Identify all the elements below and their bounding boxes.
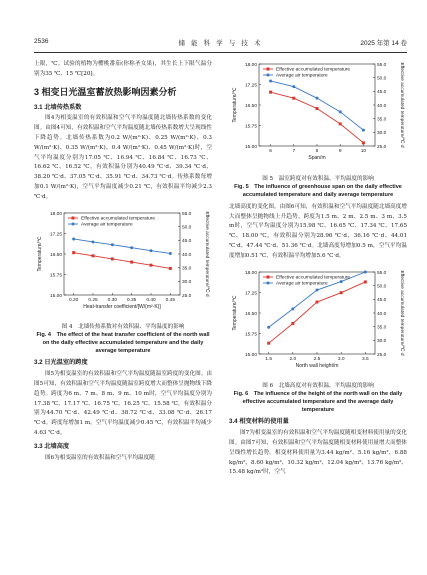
legend-label: Average air temperature bbox=[276, 281, 328, 287]
data-point bbox=[362, 141, 365, 144]
x-tick-label: 10 bbox=[360, 149, 367, 154]
data-point bbox=[292, 85, 295, 88]
series-line bbox=[74, 239, 171, 253]
x-axis-label: North wall height/m bbox=[295, 362, 339, 369]
data-point bbox=[339, 122, 342, 125]
x-tick-label: 0.20 bbox=[68, 297, 79, 303]
y-tick-label: 17.25 bbox=[244, 83, 257, 89]
figure-5 bbox=[229, 58, 407, 199]
legend-label: Effective accumulated temperature bbox=[81, 216, 156, 222]
data-point bbox=[169, 266, 172, 269]
journal-title: 储 能 科 学 与 技 术 bbox=[178, 39, 263, 47]
issue-label: 2025 年第 14 卷 bbox=[360, 40, 407, 47]
paragraph-3-2: 图5为相变温室的有效积温和空气平均温度随温室跨度的变化图。由图5可知，有效积温和空气平均温度随温室跨度增大而整体呈抛物线下降趋势。跨度为6 m、7 m、8 m、9 m、10 m时，空气平均温度分别为17.38 ℃、17.17 ℃、16.75 ℃、16.25 ℃、15.58 ℃，有效积温分别为44.70 ℃·d、42.49 ℃·d、38.72 ℃·d、33.08 ℃·d、26.17 ℃·d。跨度每增加1 m，空气平均温度减少0.45 ℃，有效积温平均减少4.63 ℃·d。 bbox=[34, 371, 212, 436]
series-line bbox=[271, 81, 364, 130]
x-axis-label: Span/m bbox=[308, 155, 326, 161]
data-point bbox=[111, 257, 114, 260]
data-point bbox=[130, 260, 133, 263]
subsection-3-3-title: 3.3 北墙高度 bbox=[34, 442, 70, 450]
subsection-3-1-title: 3.1 北墙传热系数 bbox=[34, 103, 82, 111]
section-title: 3 相变日光温室蓄放热影响因素分析 bbox=[34, 86, 177, 97]
y2-tick-label: 40.0 bbox=[377, 103, 387, 109]
left-column bbox=[34, 60, 212, 463]
data-point bbox=[316, 288, 319, 291]
y2-tick-label: 55.0 bbox=[377, 62, 387, 68]
y2-tick-label: 40.0 bbox=[182, 252, 192, 258]
data-point bbox=[72, 251, 75, 254]
y-tick-label: 17.25 bbox=[49, 231, 62, 237]
legend-marker bbox=[267, 68, 270, 71]
x-tick-label: 3.5 bbox=[361, 356, 369, 362]
y-tick-label: 15.75 bbox=[49, 272, 62, 278]
y-axis-label: Temperature/℃ bbox=[232, 87, 238, 123]
x-tick-label: 1.5 bbox=[265, 356, 273, 362]
data-point bbox=[150, 263, 153, 266]
data-point bbox=[364, 280, 367, 283]
y2-tick-label: 30.0 bbox=[182, 279, 192, 285]
data-point bbox=[362, 129, 365, 132]
data-point bbox=[364, 270, 367, 273]
y2-tick-label: 35.0 bbox=[377, 325, 387, 331]
figure-4-chart bbox=[34, 207, 212, 319]
figure-5-caption-cn: 图 5 温室跨度对有效积温、平均温度的影响 bbox=[262, 175, 374, 182]
subsection-3-4-title: 3.4 相变材料的使用量 bbox=[229, 418, 289, 426]
series-line bbox=[74, 252, 171, 268]
y-axis-label: Temperature/℃ bbox=[232, 295, 238, 331]
x-tick-label: 2.5 bbox=[313, 356, 321, 362]
subsection-3-2-title: 3.2 日光温室的跨度 bbox=[34, 359, 88, 367]
legend-label: Effective accumulated temperature bbox=[276, 67, 351, 73]
data-point bbox=[169, 252, 172, 255]
figure-6 bbox=[229, 266, 407, 415]
y-tick-label: 15.00 bbox=[244, 352, 257, 358]
x-tick-label: 2.0 bbox=[289, 356, 297, 362]
y2-tick-label: 50.0 bbox=[377, 76, 387, 82]
page-header bbox=[34, 38, 407, 50]
x-tick-label: 7 bbox=[292, 149, 296, 154]
data-point bbox=[150, 249, 153, 252]
x-tick-label: 0.35 bbox=[126, 297, 137, 303]
data-point bbox=[92, 240, 95, 243]
figure-4 bbox=[34, 207, 212, 356]
y-tick-label: 16.50 bbox=[244, 311, 257, 317]
y-tick-label: 18.00 bbox=[49, 211, 62, 217]
paragraph-3-4: 图7为相变温室的有效积温和空气平均温度随相变材料使用量的变化图。由图7可知，有效积温和空气平均温度随相变材料使用量增大而整体呈线性增长趋势。相变材料使用量为3.44 kg/m²、5.16 kg/m²、6.88 kg/m²、8.60 kg/m²、10.32 kg/m²、12.04 kg/m²、13.76 kg/m²、15.48 kg/m²时，空气 bbox=[229, 430, 407, 476]
x-tick-label: 0.45 bbox=[165, 297, 176, 303]
legend-label: Average air temperature bbox=[81, 222, 133, 228]
data-point bbox=[269, 91, 272, 94]
figure-4-caption-cn: 图 4 北墙传热系数对有效积温、平均温度的影响 bbox=[61, 324, 185, 331]
y2-tick-label: 35.0 bbox=[182, 266, 192, 272]
data-point bbox=[269, 79, 272, 82]
figure-5-caption-en: Fig. 5 The influence of greenhouse span on the daily effective accumulated temperature and daily average temperature bbox=[234, 183, 402, 198]
page-number: 2536 bbox=[34, 38, 49, 45]
y2-tick-label: 45.0 bbox=[377, 90, 387, 96]
data-point bbox=[291, 322, 294, 325]
data-point bbox=[339, 110, 342, 113]
data-point bbox=[316, 107, 319, 110]
paragraph-3-1: 图4为相变温室的有效积温和空气平均温度随北墙传热系数的变化图。由图4可知，有效积温和空气平均温度随北墙传热系数增大呈现线性下降趋势。北墙传热系数为0.2 W/(m²·K)、0.25 W/(m²·K)、0.3 W/(m²·K)、0.35 W/(m²·K)、0.4 W/(m²·K)、0.45 W/(m²·K)时，空气平均温度分别为17.05 ℃、16.94 ℃、16.84 ℃、16.73 ℃、16.62 ℃、16.52 ℃，有效积温分别为40.49 ℃·d、39.34 ℃·d、38.20 ℃·d、37.05 ℃·d、35.91 ℃·d、34.73 ℃·d。传热系数每增加0.1 W/(m²·K)，空气平均温度减少0.21 ℃，有效积温平均减少2.3 ℃·d。 bbox=[34, 115, 212, 200]
x-tick-label: 8 bbox=[315, 149, 319, 154]
figure-5-chart bbox=[229, 58, 407, 170]
y-tick-label: 15.75 bbox=[244, 331, 257, 337]
y2-axis-label: Effective accumulated temperature/℃·d bbox=[204, 211, 209, 297]
y-tick-label: 15.00 bbox=[244, 144, 257, 150]
y2-tick-label: 35.0 bbox=[377, 117, 387, 123]
y2-tick-label: 50.0 bbox=[182, 225, 192, 231]
y2-tick-label: 25.0 bbox=[377, 144, 387, 150]
y2-tick-label: 55.0 bbox=[377, 270, 387, 276]
y2-axis-label: Effective accumulated temperature/℃·d bbox=[399, 62, 404, 148]
y-tick-label: 15.75 bbox=[244, 124, 257, 130]
data-point bbox=[72, 237, 75, 240]
data-point bbox=[340, 291, 343, 294]
data-point bbox=[316, 300, 319, 303]
figure-6-caption-cn: 图 6 北墙高度对有效积温、平均温度的影响 bbox=[262, 383, 374, 390]
data-point bbox=[267, 325, 270, 328]
figure-6-chart bbox=[229, 266, 407, 378]
legend-label: Effective accumulated temperature bbox=[276, 275, 351, 281]
header-rule bbox=[34, 52, 407, 53]
y2-tick-label: 50.0 bbox=[377, 284, 387, 290]
y-tick-label: 16.50 bbox=[244, 103, 257, 109]
y-tick-label: 18.00 bbox=[244, 62, 257, 68]
paragraph-3-3-continued: 北墙高度的变化图。由图6可知，有效积温和空气平均温度随北墙高度增大而整体呈抛物线上升趋势。跨度为1.5 m、2 m、2.5 m、3 m、3.5 m时，空气平均温度分别为15.98 ℃、16.65 ℃、17.34 ℃、17.65 ℃、18.00 ℃，有效积温分别为28.96 ℃·d、36.16 ℃·d、44.01 ℃·d、47.44 ℃·d、51.36 ℃·d。北墙高度每增加0.5 m，空气平均温度增加0.51 ℃，有效积温平均增加5.6 ℃·d。 bbox=[229, 203, 407, 259]
x-tick-label: 9 bbox=[338, 149, 342, 154]
y2-tick-label: 25.0 bbox=[377, 352, 387, 358]
right-column bbox=[229, 58, 407, 478]
intro-paragraph: 上限，℃。试验的植物为樱桃番茄(你称圣女果)，其生长上下限气温分别为35 ℃、15 ℃[20]。 bbox=[34, 61, 212, 77]
y2-tick-label: 45.0 bbox=[377, 297, 387, 303]
figure-4-caption-en: Fig. 4 The effect of the heat transfer coefficient of the north wall on the daily effective accumulated temperature and the daily average temperature bbox=[36, 332, 210, 355]
y2-tick-label: 30.0 bbox=[377, 338, 387, 344]
y-tick-label: 18.00 bbox=[244, 270, 257, 276]
data-point bbox=[92, 254, 95, 257]
y2-axis-label: Effective accumulated temperature/℃·d bbox=[399, 270, 404, 356]
y2-tick-label: 40.0 bbox=[377, 311, 387, 317]
data-point bbox=[291, 307, 294, 310]
legend-marker bbox=[267, 275, 270, 278]
y-tick-label: 16.50 bbox=[49, 252, 62, 258]
x-tick-label: 0.40 bbox=[146, 297, 156, 303]
legend-label: Average air temperature bbox=[276, 73, 328, 79]
legend-marker bbox=[267, 74, 270, 77]
paragraph-3-3: 图6为相变温室的有效积温和空气平均温度随 bbox=[45, 454, 155, 461]
data-point bbox=[130, 246, 133, 249]
x-tick-label: 0.30 bbox=[107, 297, 118, 303]
legend-marker bbox=[72, 222, 75, 225]
figure-6-caption-en: Fig. 6 The influence of the height of the north wall on the daily effective accumulated temperature and the average daily temperature bbox=[233, 391, 403, 414]
y2-tick-label: 55.0 bbox=[182, 211, 192, 217]
legend-marker bbox=[267, 281, 270, 284]
legend-marker bbox=[72, 216, 75, 219]
data-point bbox=[292, 97, 295, 100]
x-axis-label: Heat-transfer coefficient/[W/(m²·K)] bbox=[83, 303, 161, 310]
x-tick-label: 6 bbox=[269, 149, 272, 154]
data-point bbox=[316, 97, 319, 100]
y2-tick-label: 45.0 bbox=[182, 238, 192, 244]
y2-tick-label: 25.0 bbox=[182, 293, 192, 299]
y-axis-label: Temperature/℃ bbox=[37, 236, 43, 272]
series-line bbox=[271, 92, 364, 143]
data-point bbox=[267, 341, 270, 344]
x-tick-label: 0.25 bbox=[88, 297, 98, 303]
x-tick-label: 3.0 bbox=[337, 356, 345, 362]
y-tick-label: 17.25 bbox=[244, 290, 257, 296]
y2-tick-label: 30.0 bbox=[377, 131, 387, 137]
y-tick-label: 15.00 bbox=[49, 293, 62, 299]
data-point bbox=[111, 243, 114, 246]
